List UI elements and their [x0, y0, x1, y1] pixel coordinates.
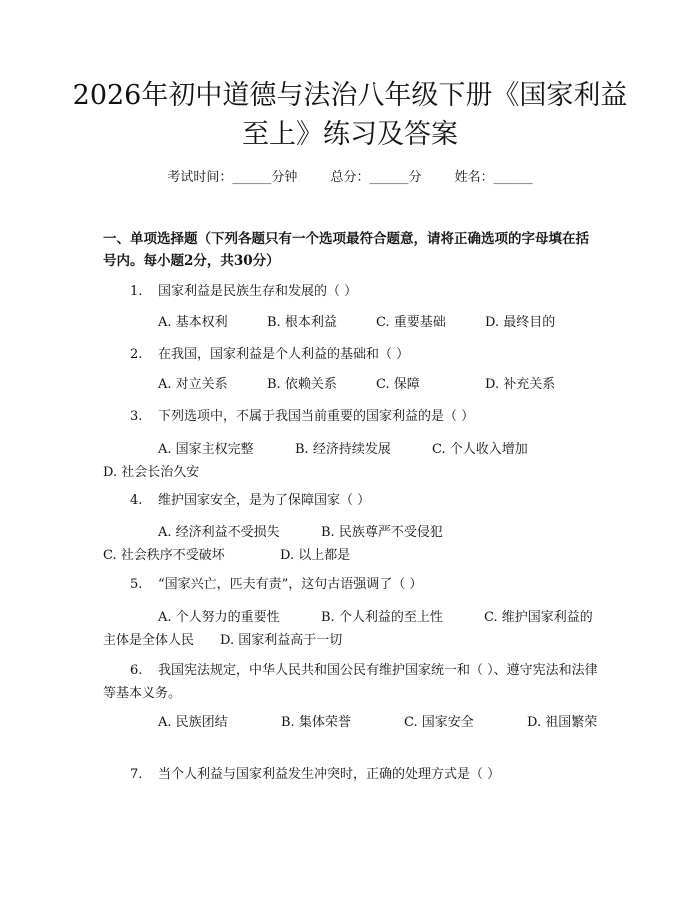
- option-d: D. 以上都是: [280, 548, 351, 563]
- question-6: [103, 659, 598, 705]
- question-number: 3.: [130, 409, 143, 424]
- question-number: 4.: [130, 493, 143, 508]
- question-text: 我国宪法规定，中华人民共和国公民有维护国家统一和（ ）、遵守宪法和法律等基本义务。: [103, 663, 598, 701]
- question-text: 在我国，国家利益是个人利益的基础和（ ）: [158, 347, 410, 362]
- option-b: B. 集体荣誉: [281, 715, 351, 730]
- option-a: A. 民族团结: [158, 715, 228, 730]
- question-6-options: [103, 711, 598, 734]
- option-d: D. 社会长治久安: [103, 465, 200, 480]
- option-c: C. 重要基础: [376, 315, 446, 330]
- question-5-options: [103, 606, 598, 652]
- option-d: D. 祖国繁荣: [527, 715, 598, 730]
- question-text: 维护国家安全，是为了保障国家（ ）: [158, 493, 371, 508]
- question-4: [130, 491, 600, 511]
- student-name: 姓名：______: [454, 170, 533, 185]
- page-title: 2026年初中道德与法治八年级下册《国家利益至上》练习及答案: [72, 80, 628, 150]
- option-c: C. 维护国家利益的主体是全体人民: [103, 610, 593, 648]
- option-d: D. 补充关系: [485, 377, 556, 392]
- option-a: A. 对立关系: [158, 377, 228, 392]
- option-a: A. 基本权利: [158, 315, 228, 330]
- question-number: 2.: [130, 347, 143, 362]
- question-text: “国家兴亡，匹夫有责”，这句古语强调了（ ）: [158, 577, 423, 592]
- exam-score: 总分：______分: [330, 170, 422, 185]
- option-d: D. 国家利益高于一切: [220, 633, 343, 648]
- question-number: 6.: [130, 663, 143, 678]
- option-c: C. 个人收入增加: [432, 442, 528, 457]
- option-a: A. 个人努力的重要性: [158, 610, 280, 625]
- question-2: [130, 345, 600, 365]
- question-text: 下列选项中，不属于我国当前重要的国家利益的是（ ）: [158, 409, 475, 424]
- question-5: [130, 575, 600, 595]
- option-d: D. 最终目的: [485, 315, 556, 330]
- question-text: 国家利益是民族生存和发展的（ ）: [158, 284, 358, 299]
- option-c: C. 保障: [376, 377, 420, 392]
- question-3-options: [103, 438, 598, 484]
- option-c: C. 社会秩序不受破坏: [103, 548, 225, 563]
- question-number: 7.: [130, 767, 143, 782]
- question-1-options: [103, 311, 598, 334]
- option-a: A. 国家主权完整: [158, 442, 254, 457]
- question-text: 当个人利益与国家利益发生冲突时，正确的处理方式是（ ）: [158, 767, 501, 782]
- option-b: B. 依赖关系: [267, 377, 337, 392]
- option-a: A. 经济利益不受损失: [158, 525, 280, 540]
- question-1: [130, 282, 600, 302]
- option-b: B. 经济持续发展: [295, 442, 391, 457]
- question-4-options: [103, 521, 598, 567]
- question-number: 5.: [130, 577, 143, 592]
- question-number: 1.: [130, 284, 143, 299]
- exam-time: 考试时间：______分钟: [167, 170, 298, 185]
- option-b: B. 个人利益的至上性: [321, 610, 443, 625]
- option-c: C. 国家安全: [404, 715, 474, 730]
- question-2-options: [103, 373, 598, 396]
- section-heading: 一、单项选择题（下列各题只有一个选项最符合题意，请将正确选项的字母填在括号内。每小题2分，共30分）: [103, 231, 589, 269]
- option-b: B. 根本利益: [267, 315, 337, 330]
- exam-meta: [0, 168, 700, 188]
- option-b: B. 民族尊严不受侵犯: [321, 525, 443, 540]
- question-3: [130, 407, 600, 427]
- question-7: [130, 765, 600, 785]
